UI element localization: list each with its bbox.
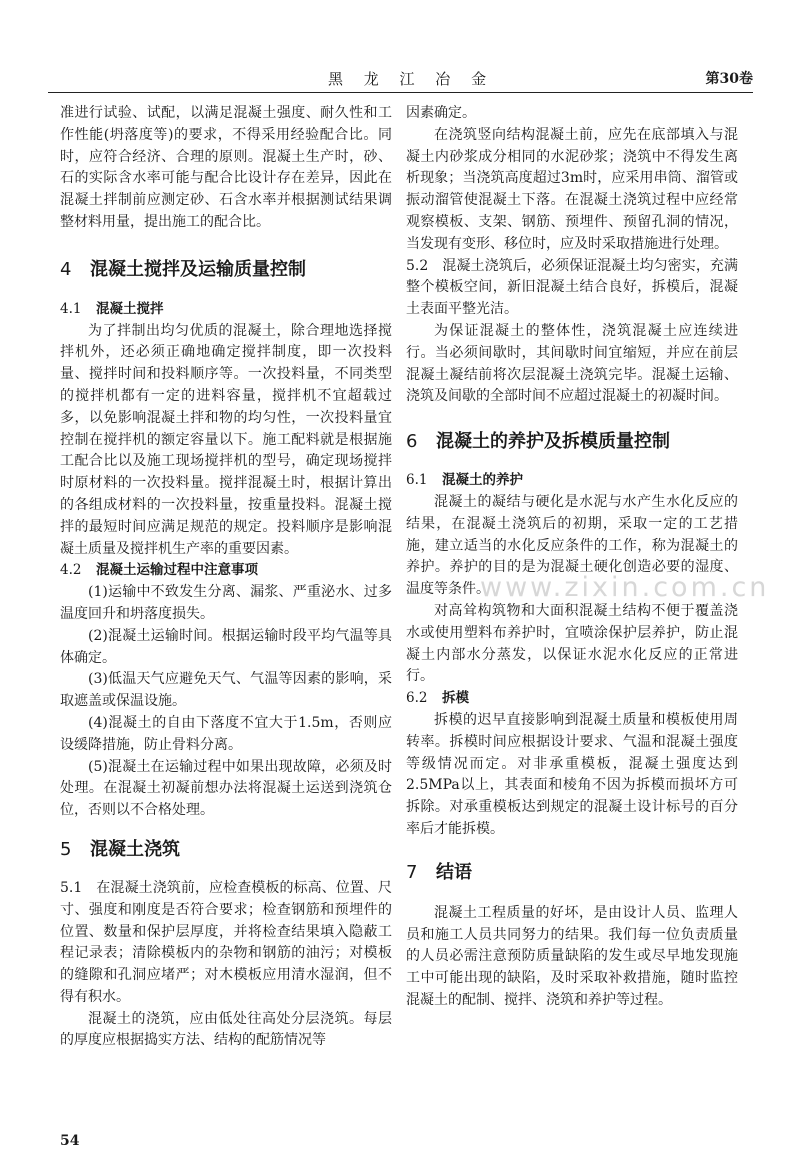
paragraph-5-1: 5.1 在混凝土浇筑前，应检查模板的标高、位置、尺寸、强度和刚度是否符合要求；检查钢筋和预埋件的位置、数量和保护层厚度，并将检查结果填入隐蔽工程记录表；清除模板内的杂物和钢筋的油污；对模板的缝隙和孔洞应堵严；对木模板应用清水湿润，但不得有积水。 <box>60 879 392 1005</box>
paragraph-intro: 准进行试验、试配，以满足混凝土强度、耐久性和工作性能(坍落度等)的要求，不得采用经验配合比。同时，应符合经济、合理的原则。混凝土生产时，砂、石的实际含水率可能与配合比设计存在差异，因此在混凝土拌制前应测定砂、石含水率并根据测试结果调整材料用量，提出施工的配合比。 <box>60 105 392 230</box>
section-title: 混凝土浇筑 <box>90 838 180 860</box>
subsection-title: 混凝土运输过程中注意事项 <box>96 562 258 579</box>
list-item: (4)混凝土的自由下落度不宜大于1.5m，否则应设缓降措施，防止骨料分离。 <box>60 714 392 753</box>
paragraph-6-1-a: 混凝土的凝结与硬化是水泥与水产生水化反应的结果，在混凝土浇筑后的初期，采取一定的工艺措施，建立适当的水化反应条件的工作，称为混凝土的养护。养护的目的是为混凝土硬化创造必要的湿度、温度等条件。 <box>406 493 738 598</box>
paragraph: 为保证混凝土的整体性，浇筑混凝土应连续进行。当必须间歇时，其间歇时间宜缩短，并应在前层混凝土凝结前将次层混凝土浇筑完毕。混凝土运输、浇筑及间歇的全部时间不应超过混凝土的初凝时间。 <box>406 322 738 405</box>
section-title: 结语 <box>436 861 472 883</box>
subsection-number: 6.2 <box>406 690 428 707</box>
subsection-title: 混凝土的养护 <box>442 472 523 489</box>
subsection-heading-4-1 <box>60 299 392 321</box>
paragraph-6-1-b: 对高耸构筑物和大面积混凝土结构不便于覆盖浇水或使用塑料布养护时，宜喷涂保护层养护，防止混凝土内部水分蒸发，以保证水泥水化反应的正常进行。 <box>406 602 738 685</box>
list-item: (2)混凝土运输时间。根据运输时段平均气温等具体确定。 <box>60 627 392 666</box>
page-number: 54 <box>60 1133 80 1149</box>
section-number: 4 <box>60 258 72 280</box>
subsection-title: 拆模 <box>442 690 469 707</box>
paragraph-4-1: 为了拌制出均匀优质的混凝土，除合理地选择搅拌机外，还必须正确地确定搅拌制度，即一次投料量、搅拌时间和投料顺序等。一次投料量，不同类型的搅拌机都有一定的进料容量，搅拌机不宜超载过多，以免影响混凝土拌和物的均匀性，一次投料量宜控制在搅拌机的额定容量以下。施工配料就是根据施工配合比以及施工现场搅拌机的型号，确定现场搅拌时原材料的一次投料量。搅拌混凝土时，根据计算出的各组成材料的一次投料量，按重量投料。混凝土搅拌的最短时间应满足规范的规定。投料顺序是影响混凝土质量及搅拌机生产率的重要因素。 <box>60 322 392 557</box>
running-header <box>48 68 753 94</box>
section-title: 混凝土的养护及拆模质量控制 <box>436 431 670 453</box>
paragraph-6-2: 拆模的迟早直接影响到混凝土质量和模板使用周转率。拆模时间应根据设计要求、气温和混凝土强度等级情况而定。对非承重模板，混凝土强度达到2.5MPa以上，其表面和棱角不因为拆模而损坏方可拆除。对承重模板达到规定的混凝土设计标号的百分率后才能拆模。 <box>406 711 738 837</box>
section-number: 6 <box>406 431 418 453</box>
list-item: (5)混凝土在运输过程中如果出现故障，必须及时处理。在混凝土初凝前想办法将混凝土运送到浇筑仓位，否则以不合格处理。 <box>60 758 392 819</box>
journal-name: 黑 龙 江 冶 金 <box>328 70 495 88</box>
section-heading-6 <box>406 430 738 454</box>
subsection-heading-6-2 <box>406 688 738 710</box>
header-rule <box>48 92 753 93</box>
section-number: 7 <box>406 861 418 883</box>
paragraph-5-1-b: 混凝土的浇筑，应由低处往高处分层浇筑。每层的厚度应根据捣实方法、结构的配筋情况等 <box>60 1010 392 1049</box>
paragraph-continued: 因素确定。 <box>406 105 476 121</box>
paragraph-5-2: 5.2 混凝土浇筑后，必须保证混凝土均匀密实，充满整个模板空间，新旧混凝土结合良好，拆模后，混凝土表面平整光洁。 <box>406 257 738 318</box>
subsection-title: 混凝土搅拌 <box>96 300 164 317</box>
subsection-number: 6.1 <box>406 472 428 489</box>
left-column <box>60 103 392 1052</box>
list-item: (3)低温天气应避免天气、气温等因素的影响，采取遮盖或保温设施。 <box>60 671 392 710</box>
subsection-heading-4-2 <box>60 560 392 582</box>
section-title: 混凝土搅拌及运输质量控制 <box>90 258 306 280</box>
section-heading-4 <box>60 258 392 282</box>
volume-label: 第30卷 <box>705 71 753 87</box>
right-column <box>406 103 738 1012</box>
paragraph-conclusion: 混凝土工程质量的好坏，是由设计人员、监理人员和施工人员共同努力的结果。我们每一位负责质量的人员必需注意预防质量缺陷的发生或尽早地发现施工中可能出现的缺陷，及时采取补救措施，随时监控混凝土的配制、搅拌、浇筑和养护等过程。 <box>406 904 738 1008</box>
section-heading-7 <box>406 861 738 885</box>
subsection-number: 4.1 <box>60 300 82 317</box>
watermark: www.zixin.com.cn <box>480 572 770 603</box>
section-heading-5 <box>60 838 392 862</box>
paragraph: 在浇筑竖向结构混凝土前，应先在底部填入与混凝土内砂浆成分相同的水泥砂浆；浇筑中不得发生离析现象；当浇筑高度超过3m时，应采用串筒、溜管或振动溜管使混凝土下落。在混凝土浇筑过程中应经常观察模板、支架、钢筋、预埋件、预留孔洞的情况，当发现有变形、移位时，应及时采取措施进行处理。 <box>406 126 738 252</box>
section-number: 5 <box>60 838 72 860</box>
subsection-heading-6-1 <box>406 470 738 492</box>
subsection-number: 4.2 <box>60 562 82 579</box>
list-item: (1)运输中不致发生分离、漏浆、严重泌水、过多温度回升和坍落度损失。 <box>60 584 392 622</box>
